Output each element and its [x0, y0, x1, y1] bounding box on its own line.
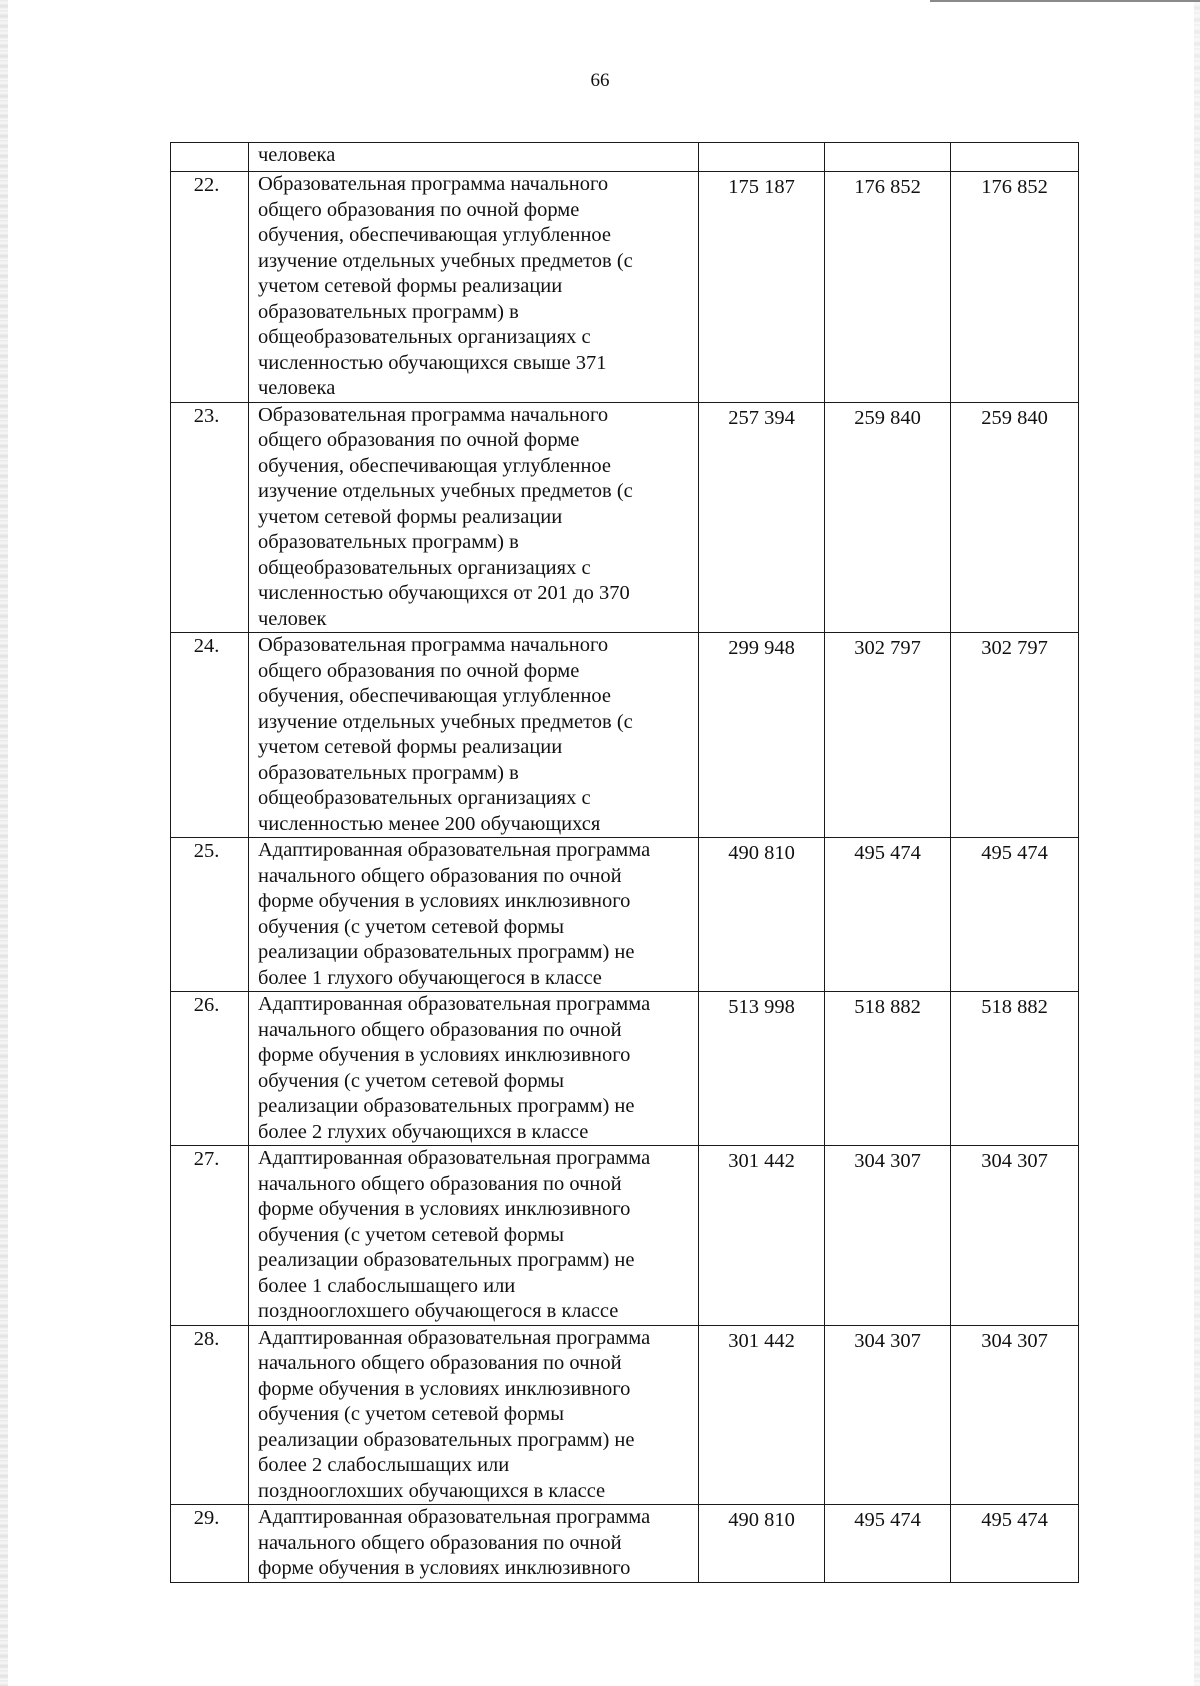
description-line: Адаптированная образовательная программа — [258, 993, 651, 1015]
table-row-continuation — [171, 143, 1079, 172]
table-body — [171, 143, 1079, 1583]
value-cell-2: 304 307 — [825, 1146, 951, 1326]
description-line: обучения (с учетом сетевой формы — [258, 1403, 565, 1425]
value-cell-3 — [951, 143, 1079, 172]
description-line: начального общего образования по очной — [258, 1531, 622, 1554]
description-line: учетом сетевой формы реализации — [258, 736, 563, 758]
description-line: форме обучения в условиях инклюзивного — [258, 890, 631, 912]
row-number-cell: 29. — [171, 1505, 249, 1583]
description-line: начального общего образования по очной — [258, 1018, 622, 1041]
description-line: начального общего образования по очной — [258, 1352, 622, 1374]
description-line: форме обучения в условиях инклюзивного — [258, 1377, 631, 1400]
table-row — [171, 1146, 1079, 1326]
description-line: учетом сетевой формы реализации — [258, 505, 563, 528]
description-line: реализации образовательных программ) не — [258, 1428, 635, 1451]
description-line: Образовательная программа начального — [258, 403, 609, 426]
description-line: изучение отдельных учебных предметов (с — [258, 480, 633, 502]
description-line: начального общего образования по очной — [258, 864, 622, 887]
row-number-cell: 26. — [171, 992, 249, 1146]
value-cell-3: 176 852 — [951, 172, 1079, 403]
value-cell-2: 259 840 — [825, 402, 951, 633]
description-line: Образовательная программа начального — [258, 634, 609, 656]
row-description-cell — [249, 1146, 699, 1326]
value-cell-2: 176 852 — [825, 172, 951, 403]
value-cell-2: 302 797 — [825, 633, 951, 838]
value-cell-1 — [699, 143, 825, 172]
value-cell-1: 299 948 — [699, 633, 825, 838]
row-number-cell: 22. — [171, 172, 249, 403]
description-line: обучения, обеспечивающая углубленное — [258, 685, 612, 707]
description-line: реализации образовательных программ) не — [258, 941, 635, 963]
description-line: общеобразовательных организациях с — [258, 556, 591, 579]
description-line: общеобразовательных организациях с — [258, 326, 591, 348]
row-number-cell: 28. — [171, 1325, 249, 1505]
table-row — [171, 838, 1079, 992]
description-line: более 1 глухого обучающегося в классе — [258, 966, 602, 989]
value-cell-2: 495 474 — [825, 838, 951, 992]
description-line: форме обучения в условиях инклюзивного — [258, 1044, 631, 1066]
value-cell-1: 175 187 — [699, 172, 825, 403]
description-line: численностью обучающихся свыше 371 — [258, 351, 607, 374]
row-number-cell — [171, 143, 249, 172]
table-row — [171, 172, 1079, 403]
scan-edge-left — [0, 0, 8, 1686]
row-description-cell — [249, 1325, 699, 1505]
description-line: Образовательная программа начального — [258, 173, 609, 195]
value-cell-1: 301 442 — [699, 1325, 825, 1505]
description-line: обучения (с учетом сетевой формы — [258, 1069, 565, 1092]
top-rule — [930, 0, 1200, 2]
table-row — [171, 402, 1079, 633]
scan-edge-right — [1194, 0, 1200, 1686]
description-line: более 2 глухих обучающихся в классе — [258, 1120, 589, 1143]
row-description-cell — [249, 633, 699, 838]
description-line: форме обучения в условиях инклюзивного — [258, 1557, 631, 1579]
description-line: общеобразовательных организациях с — [258, 787, 591, 809]
tariff-table — [170, 142, 1079, 1583]
description-line: образовательных программ) в — [258, 531, 519, 553]
description-line: Адаптированная образовательная программа — [258, 1506, 651, 1528]
row-number-cell: 24. — [171, 633, 249, 838]
description-line: более 1 слабослышащего или — [258, 1274, 516, 1297]
value-cell-1: 301 442 — [699, 1146, 825, 1326]
description-line: изучение отдельных учебных предметов (с — [258, 249, 633, 272]
row-number-cell: 25. — [171, 838, 249, 992]
description-line: образовательных программ) в — [258, 761, 519, 784]
value-cell-3: 259 840 — [951, 402, 1079, 633]
description-line: реализации образовательных программ) не — [258, 1095, 635, 1117]
description-line: Адаптированная образовательная программа — [258, 839, 651, 861]
row-description-cell — [249, 992, 699, 1146]
description-line: численностью менее 200 обучающихся — [258, 812, 601, 835]
description-line: общего образования по очной форме — [258, 198, 580, 221]
table-row — [171, 1325, 1079, 1505]
description-line: Адаптированная образовательная программа — [258, 1326, 651, 1349]
description-line: обучения, обеспечивающая углубленное — [258, 224, 612, 246]
value-cell-2: 495 474 — [825, 1505, 951, 1583]
description-line: обучения (с учетом сетевой формы — [258, 915, 565, 938]
row-description-cell — [249, 1505, 699, 1583]
description-line: общего образования по очной форме — [258, 659, 580, 682]
description-line: обучения, обеспечивающая углубленное — [258, 454, 612, 477]
value-cell-3: 304 307 — [951, 1146, 1079, 1326]
description-line: начального общего образования по очной — [258, 1172, 622, 1195]
description-line: позднооглохшего обучающегося в классе — [258, 1300, 619, 1322]
description-line: человек — [258, 607, 327, 630]
description-line: форме обучения в условиях инклюзивного — [258, 1198, 631, 1220]
description-line: учетом сетевой формы реализации — [258, 275, 563, 297]
description-line: позднооглохших обучающихся в классе — [258, 1479, 606, 1502]
value-cell-3: 304 307 — [951, 1325, 1079, 1505]
value-cell-3: 495 474 — [951, 1505, 1079, 1583]
value-cell-2: 518 882 — [825, 992, 951, 1146]
value-cell-1: 490 810 — [699, 1505, 825, 1583]
row-description-cell — [249, 143, 699, 172]
row-number-cell: 27. — [171, 1146, 249, 1326]
table-row — [171, 633, 1079, 838]
value-cell-3: 302 797 — [951, 633, 1079, 838]
value-cell-3: 518 882 — [951, 992, 1079, 1146]
row-description-cell — [249, 172, 699, 403]
row-description-cell — [249, 402, 699, 633]
value-cell-3: 495 474 — [951, 838, 1079, 992]
table-row — [171, 1505, 1079, 1583]
table-row — [171, 992, 1079, 1146]
description-line: общего образования по очной форме — [258, 429, 580, 451]
description-line: человека — [258, 377, 336, 399]
description-line: более 2 слабослышащих или — [258, 1454, 510, 1476]
value-cell-1: 490 810 — [699, 838, 825, 992]
value-cell-1: 257 394 — [699, 402, 825, 633]
description-line: человека — [258, 144, 336, 166]
description-line: реализации образовательных программ) не — [258, 1249, 635, 1271]
description-line: образовательных программ) в — [258, 300, 519, 323]
row-number-cell: 23. — [171, 402, 249, 633]
page-number: 66 — [590, 70, 610, 91]
description-line: изучение отдельных учебных предметов (с — [258, 710, 633, 733]
value-cell-2: 304 307 — [825, 1325, 951, 1505]
value-cell-2 — [825, 143, 951, 172]
description-line: Адаптированная образовательная программа — [258, 1147, 651, 1169]
description-line: численностью обучающихся от 201 до 370 — [258, 582, 630, 604]
description-line: обучения (с учетом сетевой формы — [258, 1223, 565, 1246]
value-cell-1: 513 998 — [699, 992, 825, 1146]
row-description-cell — [249, 838, 699, 992]
